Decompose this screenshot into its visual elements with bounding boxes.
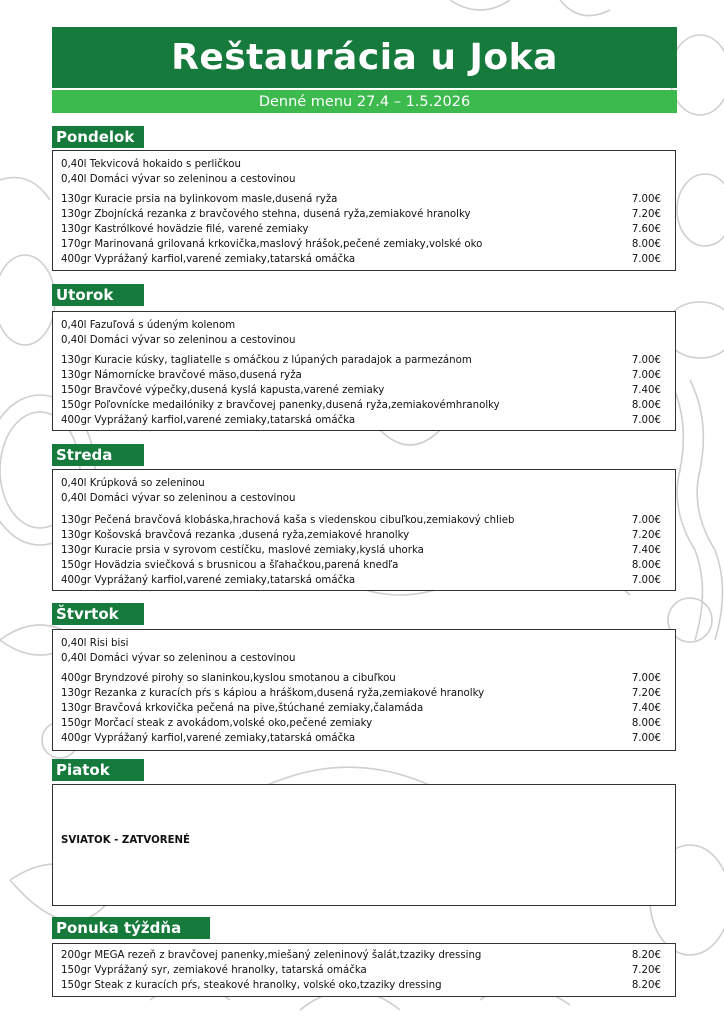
soup-2: 0,40l Domáci vývar so zeleninou a cestovinou <box>61 493 296 504</box>
menu-item: 170gr Marinovaná grilovaná krkovička,maslový hrášok,pečené zemiaky,volské oko 8.00€ <box>61 239 661 250</box>
day-label-streda: Streda <box>52 444 144 466</box>
menu-box-stvrtok <box>52 629 676 751</box>
menu-item: 200gr MEGA rezeň z bravčovej panenky,miešaný zeleninový šalát,tzaziky dressing 8.20€ <box>61 950 661 961</box>
menu-box-pondelok <box>52 150 676 271</box>
soup-1: 0,40l Krúpková so zeleninou <box>61 478 205 489</box>
menu-item: 130gr Kuracie prsia na bylinkovom masle,dusená ryža 7.00€ <box>61 194 661 205</box>
menu-box-piatok <box>52 784 676 906</box>
menu-item: 150gr Steak z kuracích pŕs, steakové hranolky, volské oko,tzaziky dressing 8.20€ <box>61 980 661 991</box>
day-label-pondelok: Pondelok <box>52 126 144 148</box>
menu-box-weekly <box>52 943 676 997</box>
soup-2: 0,40l Domáci vývar so zeleninou a cestovinou <box>61 174 296 185</box>
restaurant-title: Reštaurácia u Joka <box>52 27 677 88</box>
menu-item: 130gr Bravčová krkovička pečená na pive,štúchané zemiaky,čalamáda 7.40€ <box>61 703 661 714</box>
day-label-utorok: Utorok <box>52 284 144 306</box>
menu-item: 400gr Vyprážaný karfiol,varené zemiaky,tatarská omáčka 7.00€ <box>61 575 661 586</box>
menu-item: 150gr Hovädzia sviečková s brusnicou a šľahačkou,parená knedľa 8.00€ <box>61 560 661 571</box>
menu-item: 130gr Košovská bravčová rezanka ,dusená ryža,zemiakové hranolky 7.20€ <box>61 530 661 541</box>
menu-item: 130gr Kastrólkové hovädzie filé, varené zemiaky 7.60€ <box>61 224 661 235</box>
day-label-stvrtok: Štvrtok <box>52 603 144 625</box>
soup-1: 0,40l Tekvicová hokaido s perličkou <box>61 159 241 170</box>
menu-item: 400gr Vyprážaný karfiol,varené zemiaky,tatarská omáčka 7.00€ <box>61 415 661 426</box>
menu-item: 130gr Kuracie prsia v syrovom cestíčku, maslové zemiaky,kyslá uhorka 7.40€ <box>61 545 661 556</box>
soup-2: 0,40l Domáci vývar so zeleninou a cestovinou <box>61 653 296 664</box>
weekly-offer-label: Ponuka týždňa <box>52 917 210 939</box>
menu-date-range: Denné menu 27.4 – 1.5.2026 <box>52 90 677 113</box>
menu-item: 400gr Vyprážaný karfiol,varené zemiaky,tatarská omáčka 7.00€ <box>61 254 661 265</box>
soup-1: 0,40l Risi bisi <box>61 638 129 649</box>
menu-item: 150gr Poľovnícke medailóniky z bravčovej panenky,dusená ryža,zemiakovémhranolky 8.00€ <box>61 400 661 411</box>
menu-item: 150gr Bravčové výpečky,dusená kyslá kapusta,varené zemiaky 7.40€ <box>61 385 661 396</box>
menu-item: 130gr Rezanka z kuracích pŕs s kápiou a hráškom,dusená ryža,zemiakové hranolky 7.20€ <box>61 688 661 699</box>
menu-item: 130gr Zbojnícká rezanka z bravčového stehna, dusená ryža,zemiakové hranolky 7.20€ <box>61 209 661 220</box>
menu-item: 130gr Pečená bravčová klobáska,hrachová kaša s viedenskou cibuľkou,zemiakový chlieb 7.00€ <box>61 515 661 526</box>
menu-item: 130gr Námornícke bravčové mäso,dusená ryža 7.00€ <box>61 370 661 381</box>
menu-box-streda <box>52 469 676 591</box>
menu-item: 400gr Vyprážaný karfiol,varené zemiaky,tatarská omáčka 7.00€ <box>61 733 661 744</box>
menu-box-utorok <box>52 311 676 431</box>
menu-item: 130gr Kuracie kúsky, tagliatelle s omáčkou z lúpaných paradajok a parmezánom 7.00€ <box>61 355 661 366</box>
menu-item: 150gr Morčací steak z avokádom,volské oko,pečené zemiaky 8.00€ <box>61 718 661 729</box>
menu-item: 150gr Vyprážaný syr, zemiakové hranolky, tatarská omáčka 7.20€ <box>61 965 661 976</box>
closed-notice: SVIATOK - ZATVORENÉ <box>61 835 191 846</box>
soup-1: 0,40l Fazuľová s údeným kolenom <box>61 320 236 331</box>
day-label-piatok: Piatok <box>52 759 144 781</box>
soup-2: 0,40l Domáci vývar so zeleninou a cestovinou <box>61 335 296 346</box>
menu-item: 400gr Bryndzové pirohy so slaninkou,kyslou smotanou a cibuľkou 7.00€ <box>61 673 661 684</box>
